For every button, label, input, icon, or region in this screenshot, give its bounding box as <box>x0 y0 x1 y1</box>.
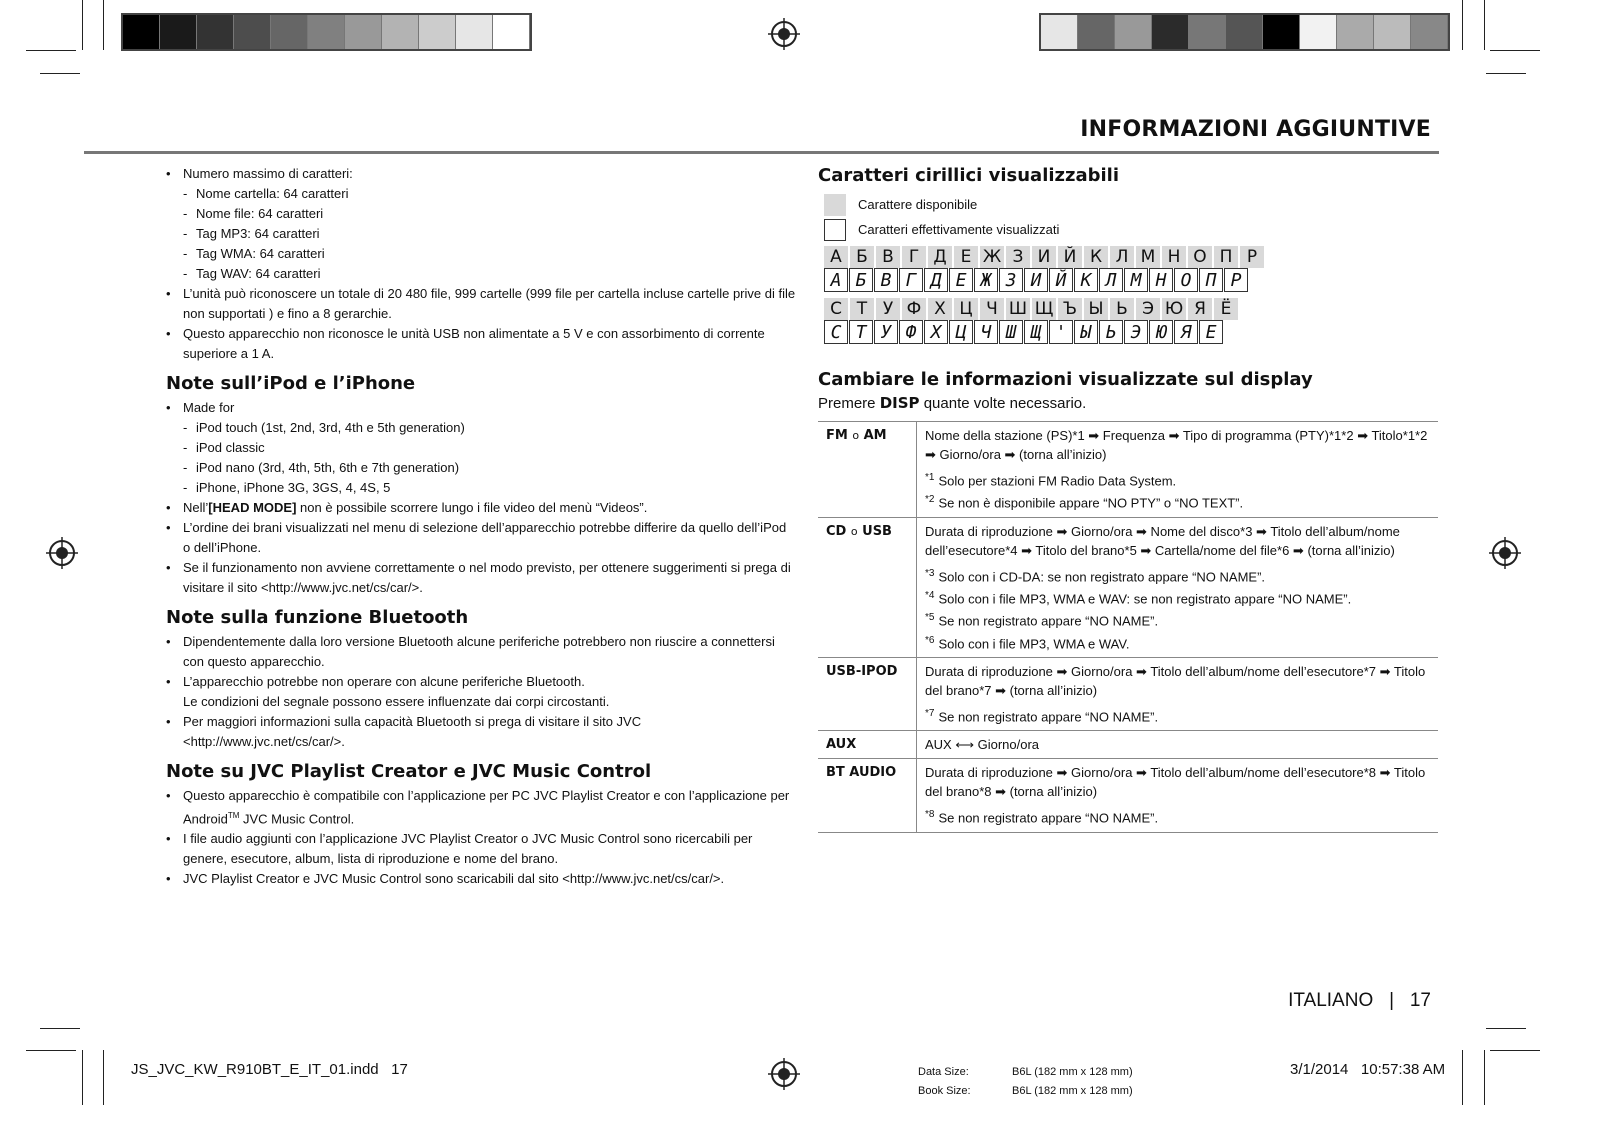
source-cell <box>818 731 917 759</box>
cyrillic-char: Н <box>1162 246 1188 268</box>
registration-mark-icon <box>1489 537 1521 569</box>
cyrillic-char: Ш <box>1006 298 1032 320</box>
cyrillic-char: Э <box>1124 320 1148 344</box>
cyrillic-char: Ч <box>980 298 1006 320</box>
left-column <box>166 164 796 889</box>
color-swatch <box>1263 15 1300 49</box>
sequence-cell <box>917 657 1439 730</box>
crop-mark <box>1486 73 1526 74</box>
source-label: USB <box>862 523 892 539</box>
cyrillic-char: У <box>876 298 902 320</box>
legend-shown <box>824 217 1438 242</box>
footnote-mark: *5 <box>925 612 935 624</box>
display-info-table <box>818 421 1438 833</box>
cyrillic-char: P <box>1224 268 1248 292</box>
list-item: • Numero massimo di caratteri: <box>166 164 796 184</box>
registration-mark-icon <box>46 537 78 569</box>
slug-book-size-label: Book Size: <box>918 1085 971 1097</box>
source-label: FM <box>826 428 848 443</box>
ipod-notes-heading: Note sull’iPod e l’iPhone <box>166 373 416 394</box>
table-row <box>818 731 1438 759</box>
list-item: - iPod nano (3rd, 4th, 5th, 6th e 7th generation) <box>166 458 796 478</box>
list-item <box>166 786 796 829</box>
footnote-text: Se non registrato appare “NO NAME”. <box>938 709 1159 725</box>
cyrillic-char: Т <box>850 298 876 320</box>
crop-mark <box>26 50 76 51</box>
crop-mark <box>1484 1050 1485 1105</box>
cyrillic-char: И <box>1024 268 1048 292</box>
display-instruction <box>818 392 1438 415</box>
display-info-heading: Cambiare le informazioni visualizzate sul display <box>818 369 1313 390</box>
list-item: - Nome cartella: 64 caratteri <box>166 184 796 204</box>
jvc-apps-notes-list <box>166 786 796 889</box>
crop-mark <box>103 1050 104 1105</box>
footnote <box>925 564 1430 586</box>
list-item <box>166 498 796 518</box>
color-swatch <box>308 15 345 49</box>
slug-filename: JS_JVC_KW_R910BT_E_IT_01.indd 17 <box>131 1061 408 1078</box>
cyrillic-char: C <box>824 320 848 344</box>
color-swatch <box>1411 15 1448 49</box>
ipod-notes-list <box>166 398 796 598</box>
list-item: • Per maggiori informazioni sulla capacità Bluetooth si prega di visitare il sito JVC <http://www.jvc.net/cs/car/>. <box>166 712 796 752</box>
cyrillic-char: О <box>1188 246 1214 268</box>
cyrillic-char: Ь <box>1099 320 1123 344</box>
cyrillic-char: Д <box>928 246 954 268</box>
footnote-text: Solo con i file MP3, WMA e WAV. <box>938 635 1130 651</box>
text: JVC Music Control. <box>239 811 355 827</box>
footnote <box>925 468 1430 490</box>
footnote-text: Se non registrato appare “NO NAME”. <box>938 810 1159 826</box>
cyrillic-char: Э <box>1136 298 1162 320</box>
crop-mark <box>82 1050 83 1105</box>
footnote <box>925 805 1430 827</box>
cyrillic-char: Ж <box>980 246 1006 268</box>
connector: o <box>852 429 860 442</box>
cyrillic-char: X <box>924 320 948 344</box>
list-item: • Made for <box>166 398 796 418</box>
cyrillic-char: Ъ <box>1058 298 1084 320</box>
footnote-text: Solo con i file MP3, WMA e WAV: se non registrato appare “NO NAME”. <box>938 591 1352 607</box>
source-label: AUX <box>826 737 857 753</box>
footnote-mark: *7 <box>925 707 935 719</box>
color-bar-left <box>121 13 532 51</box>
slug-timestamp: 3/1/2014 10:57:38 AM <box>1290 1061 1446 1078</box>
list-item: • Dipendentemente dalla loro versione Bluetooth alcune periferiche potrebbero non riuscire a connettersi con questo apparecchio. <box>166 632 796 672</box>
crop-mark <box>1490 50 1540 51</box>
cyrillic-char: А <box>824 246 850 268</box>
cyrillic-char: Г <box>899 268 923 292</box>
list-item: • I file audio aggiunti con l’applicazione JVC Playlist Creator o JVC Music Control sono ricercabili per genere, esecutore, album, lista di riproduzione e nome del brano. <box>166 829 796 869</box>
cyrillic-row-2-displayed <box>824 320 1438 344</box>
source-cell <box>818 759 917 832</box>
cyrillic-char: Ч <box>974 320 998 344</box>
text: quante volte necessario. <box>919 395 1087 412</box>
crop-mark <box>26 1050 76 1051</box>
source-cell <box>818 517 917 657</box>
color-swatch <box>1152 15 1189 49</box>
table-row <box>818 759 1438 832</box>
footnote-mark: *2 <box>925 494 935 506</box>
text: Le condizioni del segnale possono essere influenzate dai corpi circostanti. <box>183 694 610 709</box>
crop-mark <box>1462 0 1463 50</box>
bluetooth-notes-heading: Note sulla funzione Bluetooth <box>166 607 469 628</box>
display-sequence: AUX ⟷ Giorno/ora <box>925 737 1040 753</box>
cyrillic-char: Д <box>924 268 948 292</box>
color-swatch <box>1078 15 1115 49</box>
color-swatch <box>1374 15 1411 49</box>
cyrillic-row-1-displayed <box>824 268 1438 292</box>
color-swatch <box>1041 15 1078 49</box>
cyrillic-char: H <box>1149 268 1173 292</box>
cyrillic-char: И <box>1032 246 1058 268</box>
registration-mark-icon <box>768 1058 800 1090</box>
page-footer <box>1288 990 1431 1012</box>
cyrillic-char: Л <box>1099 268 1123 292</box>
page-number: 17 <box>1409 990 1431 1011</box>
color-swatch <box>160 15 197 49</box>
footnote <box>925 490 1430 512</box>
cyrillic-char: Б <box>849 268 873 292</box>
display-sequence: Durata di riproduzione ➡ Giorno/ora ➡ Nome del disco*3 ➡ Titolo dell’album/nome dell’esecutore*4 ➡ Titolo del brano*5 ➡ Cartella/nome del file*6 ➡ (torna all’inizio) <box>925 523 1400 558</box>
header-divider <box>84 151 1439 154</box>
text: non è possibile scorrere lungo i file video del menù “Videos”. <box>296 500 648 515</box>
footnote <box>925 704 1430 726</box>
cyrillic-char: Ц <box>949 320 973 344</box>
list-item: - iPod touch (1st, 2nd, 3rd, 4th e 5th generation) <box>166 418 796 438</box>
source-cell <box>818 422 917 518</box>
footnote <box>925 608 1430 630</box>
cyrillic-char: Й <box>1058 246 1084 268</box>
legend-swatch-outline <box>824 219 846 241</box>
jvc-apps-notes-heading: Note su JVC Playlist Creator e JVC Music Control <box>166 761 652 782</box>
color-swatch <box>382 15 419 49</box>
list-item: • L’ordine dei brani visualizzati nel menu di selezione dell’apparecchio potrebbe differire da quello dell’iPod o dell’iPhone. <box>166 518 796 558</box>
list-item: - iPhone, iPhone 3G, 3GS, 4, 4S, 5 <box>166 478 796 498</box>
crop-mark <box>40 1028 80 1029</box>
footnote <box>925 586 1430 608</box>
sequence-cell <box>917 759 1439 832</box>
color-swatch <box>1189 15 1226 49</box>
footnote-mark: *4 <box>925 589 935 601</box>
color-swatch <box>1115 15 1152 49</box>
source-label: USB-IPOD <box>826 663 898 679</box>
trademark: TM <box>227 811 240 820</box>
list-item: • L’unità può riconoscere un totale di 20 480 file, 999 cartelle (999 file per cartella incluse cartelle prive di file non supportati ) e fino a 8 gerarchie. <box>166 284 796 324</box>
color-swatch <box>271 15 308 49</box>
crop-mark <box>1490 1050 1540 1051</box>
color-swatch <box>493 15 530 49</box>
cyrillic-char: Я <box>1188 298 1214 320</box>
footnote-text: Se non registrato appare “NO NAME”. <box>938 613 1159 629</box>
cyrillic-char: Л <box>1110 246 1136 268</box>
list-item: - Tag WAV: 64 caratteri <box>166 264 796 284</box>
registration-mark-icon <box>768 18 800 50</box>
footnote <box>925 631 1430 653</box>
footnote-mark: *3 <box>925 567 935 579</box>
cyrillic-char: E <box>1199 320 1223 344</box>
cyrillic-char: Й <box>1049 268 1073 292</box>
crop-mark <box>1484 0 1485 50</box>
crop-mark <box>82 0 83 50</box>
right-column <box>818 164 1438 833</box>
sequence-cell <box>917 731 1439 759</box>
display-sequence: Durata di riproduzione ➡ Giorno/ora ➡ Titolo dell’album/nome dell’esecutore*7 ➡ Titolo del brano*7 ➡ (torna all’inizio) <box>925 663 1426 698</box>
cyrillic-char: Ф <box>902 298 928 320</box>
cyrillic-char: O <box>1174 268 1198 292</box>
sequence-cell <box>917 517 1439 657</box>
cyrillic-char: E <box>949 268 973 292</box>
cyrillic-char: Х <box>928 298 954 320</box>
list-item: - Tag MP3: 64 caratteri <box>166 224 796 244</box>
source-cell <box>818 657 917 730</box>
cyrillic-char: Щ <box>1032 298 1058 320</box>
separator: | <box>1389 990 1395 1011</box>
table-row <box>818 422 1438 518</box>
cyrillic-char: С <box>824 298 850 320</box>
color-swatch <box>419 15 456 49</box>
slug-data-size: B6L (182 mm x 128 mm) <box>1012 1066 1133 1078</box>
source-label: AM <box>863 428 887 443</box>
list-item: - Tag WMA: 64 caratteri <box>166 244 796 264</box>
table-row <box>818 517 1438 657</box>
list-item <box>166 672 796 712</box>
cyrillic-char: Г <box>902 246 928 268</box>
text: • L’apparecchio potrebbe non operare con alcune periferiche Bluetooth. <box>183 674 585 689</box>
color-swatch <box>1337 15 1374 49</box>
cyrillic-row-2-available <box>824 298 1438 320</box>
file-limits-list <box>166 164 796 364</box>
slug-book-size: B6L (182 mm x 128 mm) <box>1012 1085 1133 1097</box>
list-item: • JVC Playlist Creator e JVC Music Control sono scaricabili dal sito <http://www.jvc.net/cs/car/>. <box>166 869 796 889</box>
cyrillic-char: У <box>874 320 898 344</box>
cyrillic-char: T <box>849 320 873 344</box>
cyrillic-char: Щ <box>1024 320 1048 344</box>
head-mode-key: [HEAD MODE] <box>208 500 297 515</box>
cyrillic-char: Ы <box>1074 320 1098 344</box>
cyrillic-char: З <box>999 268 1023 292</box>
slug-data-size-label: Data Size: <box>918 1066 969 1078</box>
cyrillic-char: Р <box>1240 246 1266 268</box>
display-sequence: Nome della stazione (PS)*1 ➡ Frequenza ➡ Tipo di programma (PTY)*1*2 ➡ Titolo*1*2 ➡ Giorno/ora ➡ (torna all’inizio) <box>925 428 1428 462</box>
cyrillic-char: П <box>1214 246 1240 268</box>
cyrillic-char: Е <box>954 246 980 268</box>
cyrillic-char: М <box>1136 246 1162 268</box>
legend-label: Caratteri effettivamente visualizzati <box>858 222 1060 237</box>
color-swatch <box>456 15 493 49</box>
footnote-mark: *6 <box>925 634 935 646</box>
cyrillic-char: B <box>874 268 898 292</box>
legend-available <box>824 192 1438 217</box>
cyrillic-char: K <box>1074 268 1098 292</box>
cyrillic-char: П <box>1199 268 1223 292</box>
cyrillic-char: Ё <box>1214 298 1240 320</box>
cyrillic-row-1-available <box>824 246 1438 268</box>
list-item: • Questo apparecchio non riconosce le unità USB non alimentate a 5 V e con assorbimento di corrente superiore a 1 A. <box>166 324 796 364</box>
page-section-title: INFORMAZIONI AGGIUNTIVE <box>1080 117 1431 142</box>
color-swatch <box>1226 15 1263 49</box>
cyrillic-char: З <box>1006 246 1032 268</box>
text: Questo apparecchio è compatibile con l’applicazione per PC JVC Playlist Creator e con l’applicazione per Android <box>183 788 790 827</box>
footnote-mark: *1 <box>925 472 935 483</box>
cyrillic-char: Б <box>850 246 876 268</box>
crop-mark <box>40 73 80 74</box>
list-item: - Nome file: 64 caratteri <box>166 204 796 224</box>
source-label: CD <box>826 523 847 539</box>
list-item: • Se il funzionamento non avviene correttamente o nel modo previsto, per ottenere suggerimenti si prega di visitare il sito <http://www.jvc.net/cs/car/>. <box>166 558 796 598</box>
footnote-text: Solo con i CD-DA: se non registrato appare “NO NAME”. <box>938 568 1266 584</box>
display-sequence: Durata di riproduzione ➡ Giorno/ora ➡ Titolo dell’album/nome dell’esecutore*8 ➡ Titolo del brano*8 ➡ (torna all’inizio) <box>925 765 1426 800</box>
sequence-cell <box>917 422 1439 518</box>
cyrillic-char: Я <box>1174 320 1198 344</box>
color-swatch <box>1300 15 1337 49</box>
connector: o <box>850 524 858 538</box>
cyrillic-char: A <box>824 268 848 292</box>
source-label: BT AUDIO <box>826 765 897 781</box>
color-swatch <box>345 15 382 49</box>
table-row <box>818 657 1438 730</box>
color-swatch <box>197 15 234 49</box>
crop-mark <box>103 0 104 50</box>
cyrillic-char: Ы <box>1084 298 1110 320</box>
cyrillic-char: В <box>876 246 902 268</box>
cyrillic-char: Ь <box>1110 298 1136 320</box>
footnote-mark: *8 <box>925 809 935 821</box>
bluetooth-notes-list <box>166 632 796 752</box>
footnote-text: Se non è disponibile appare “NO PTY” o “NO TEXT”. <box>938 495 1244 511</box>
text: Nell’ <box>183 500 209 515</box>
cyrillic-char: Ш <box>999 320 1023 344</box>
list-item: - iPod classic <box>166 438 796 458</box>
language-label: ITALIANO <box>1288 990 1374 1011</box>
crop-mark <box>1462 1050 1463 1105</box>
footnote-text: Solo per stazioni FM Radio Data System. <box>938 473 1177 489</box>
cyrillic-char: ' <box>1049 320 1073 344</box>
legend-swatch-gray <box>824 194 846 216</box>
cyrillic-char: Ц <box>954 298 980 320</box>
cyrillic-heading: Caratteri cirillici visualizzabili <box>818 165 1120 186</box>
disp-key: DISP <box>879 394 920 412</box>
text: Premere <box>818 395 880 412</box>
crop-mark <box>1486 1028 1526 1029</box>
color-bar-right <box>1039 13 1450 51</box>
cyrillic-char: Ж <box>974 268 998 292</box>
cyrillic-char: Ю <box>1162 298 1188 320</box>
cyrillic-char: К <box>1084 246 1110 268</box>
cyrillic-char: M <box>1124 268 1148 292</box>
legend-label: Carattere disponibile <box>858 197 978 212</box>
cyrillic-char: Ю <box>1149 320 1173 344</box>
color-swatch <box>234 15 271 49</box>
color-swatch <box>123 15 160 49</box>
cyrillic-char: Ф <box>899 320 923 344</box>
